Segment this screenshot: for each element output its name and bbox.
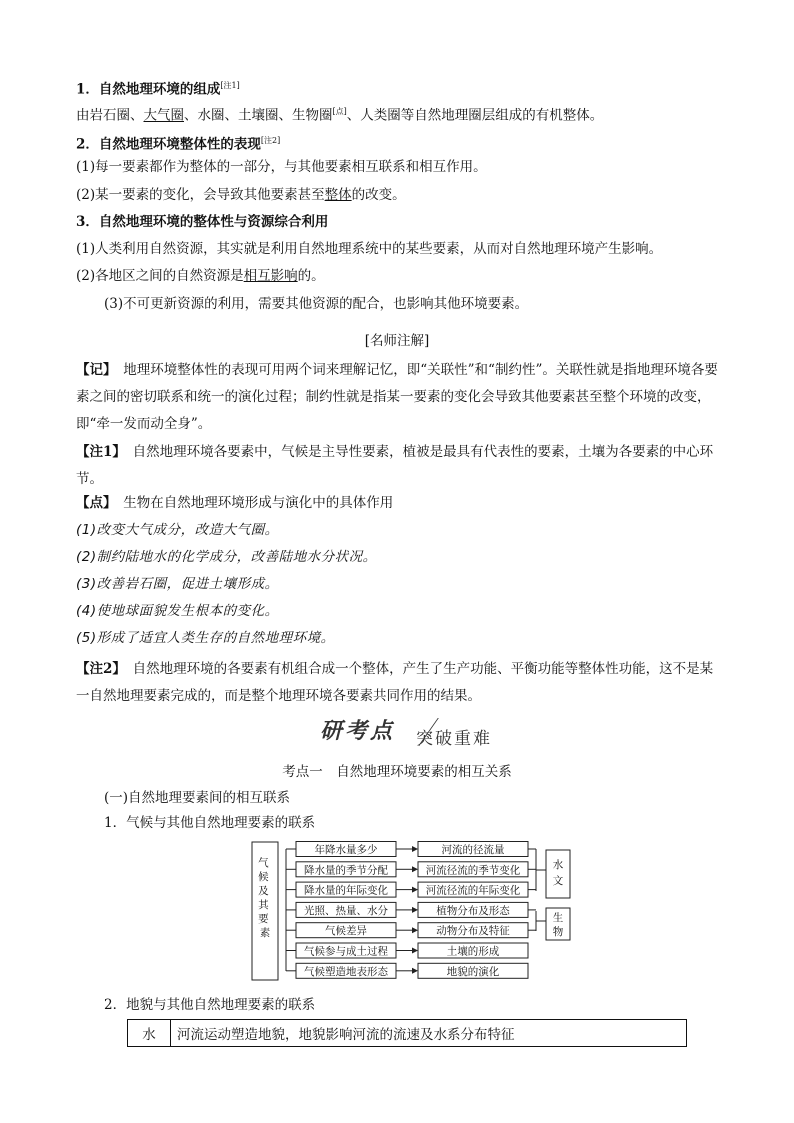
- diagram-left-label: 气候差异: [325, 925, 367, 938]
- landform-relations-table: [127, 1019, 687, 1047]
- diagram-right-label: 河流的径流量: [441, 844, 505, 856]
- section-3-item-2: (2)各地区之间的自然资源是相互影响的。: [76, 268, 325, 284]
- diagram-right-label: 植物分布及形态: [436, 904, 510, 917]
- section-1-title: 1．自然地理环境的组成[注1]: [76, 81, 240, 98]
- notes-heading: [名师注解]: [364, 333, 430, 349]
- diagram-right-label: 动物分布及特征: [436, 925, 510, 938]
- diagram-left-label: 年降水量多少: [314, 844, 378, 856]
- dian-item-1: (1)改变大气成分，改造大气圈。: [76, 522, 279, 538]
- group-hydrology-char-2: 文: [552, 875, 564, 887]
- dian-item-2: (2)制约陆地水的化学成分，改善陆地水分状况。: [76, 549, 377, 565]
- diagram-left-label: 光照、热量、水分: [304, 904, 388, 917]
- diagram-right-label: 河流径流的年际变化: [425, 884, 521, 897]
- diagram-root-char-2: 候: [258, 871, 269, 883]
- kaodian-subheading: (一)自然地理要素间的相互联系: [104, 790, 291, 806]
- note-zhu1: 【注1】 自然地理环境各要素中，气候是主导性要素，植被是最具有代表性的要素，土壤为各要素的中心环节。: [76, 444, 714, 487]
- group-biology-char-1: 生: [552, 912, 564, 924]
- climate-relations-diagram: [250, 836, 590, 984]
- section-3-item-3: (3)不可更新资源的利用，需要其他资源的配合，也影响其他环境要素。: [104, 296, 529, 312]
- section-3-title: 3．自然地理环境的整体性与资源综合利用: [76, 214, 329, 230]
- diagram-arrow-head: [412, 948, 418, 954]
- diagram-arrow-head: [412, 907, 418, 913]
- diagram-left-label: 降水量的季节分配: [304, 864, 388, 877]
- diagram-right-label: 土壤的形成: [446, 945, 500, 958]
- kaodian-heading-1: 1．气候与其他自然地理要素的联系: [104, 815, 316, 831]
- note-zhu2: 【注2】 自然地理环境的各要素有机组合成一个整体，产生了生产功能、平衡功能等整体性功能，这不是某一自然地理要素完成的，而是整个地理环境各要素共同作用的结果。: [76, 661, 714, 704]
- dian-item-4: (4)使地球面貌发生根本的变化。: [76, 603, 279, 619]
- banner-sub-text: 突破重难: [416, 729, 492, 749]
- diagram-arrow-head: [412, 887, 418, 893]
- diagram-left-label: 降水量的年际变化: [304, 884, 388, 897]
- diagram-arrow-head: [412, 927, 418, 933]
- section-1-body: 由岩石圈、大气圈、水圈、土壤圈、生物圈[点]、人类圈等自然地理圈层组成的有机整体。: [76, 107, 604, 124]
- section-banner: [320, 712, 510, 748]
- group-box-hydrology: [546, 850, 570, 898]
- diagram-arrow-head: [412, 846, 418, 852]
- note-dian: 【点】 生物在自然地理环境形成与演化中的具体作用: [76, 495, 394, 511]
- section-2-title: 2．自然地理环境整体性的表现[注2]: [76, 136, 281, 153]
- diagram-right-label: 地貌的演化: [446, 965, 500, 978]
- dian-item-3: (3)改善岩石圈，促进土壤形成。: [76, 576, 279, 592]
- diagram-arrow-head: [412, 968, 418, 974]
- diagram-root-char-3: 及: [258, 885, 269, 897]
- table-row: [128, 1020, 687, 1047]
- diagram-root-char-5: 要: [258, 913, 269, 925]
- banner-main-text: 研考点: [320, 719, 396, 744]
- note-ji: 【记】 地理环境整体性的表现可用两个词来理解记忆，即“关联性”和“制约性”。关联性就是指地理环境各要素之间的密切联系和统一的演化过程；制约性就是指某一要素的变化会导致其他要素甚至整个环境的改变，即“牵一发而动全身”。: [76, 362, 718, 432]
- diagram-arrow-head: [412, 866, 418, 872]
- group-biology-char-2: 物: [552, 926, 564, 938]
- kaodian-heading-2: 2．地貌与其他自然地理要素的联系: [104, 997, 316, 1013]
- diagram-root-char-6: 素: [259, 927, 271, 939]
- section-2-item-2: (2)某一要素的变化，会导致其他要素甚至整体的改变。: [76, 187, 406, 203]
- section-2-item-1: (1)每一要素都作为整体的一部分，与其他要素相互联系和相互作用。: [76, 159, 487, 175]
- diagram-root-char-4: 其: [258, 899, 269, 911]
- table-cell-key: 水: [128, 1020, 171, 1047]
- section-3-item-1: (1)人类利用自然资源，其实就是利用自然地理系统中的某些要素，从而对自然地理环境产生影响。: [76, 241, 663, 257]
- diagram-left-label: 气候参与成土过程: [304, 945, 388, 958]
- kaodian-title: 考点一 自然地理环境要素的相互关系: [282, 764, 512, 780]
- diagram-right-label: 河流径流的季节变化: [425, 864, 521, 877]
- diagram-root-char-1: 气: [258, 857, 269, 869]
- diagram-root-label: [258, 856, 272, 939]
- diagram-left-label: 气候塑造地表形态: [304, 965, 388, 978]
- group-hydrology-char-1: 水: [552, 859, 564, 871]
- dian-item-5: (5)形成了适宜人类生存的自然地理环境。: [76, 630, 335, 646]
- table-cell-value: 河流运动塑造地貌，地貌影响河流的流速及水系分布特征: [171, 1020, 687, 1047]
